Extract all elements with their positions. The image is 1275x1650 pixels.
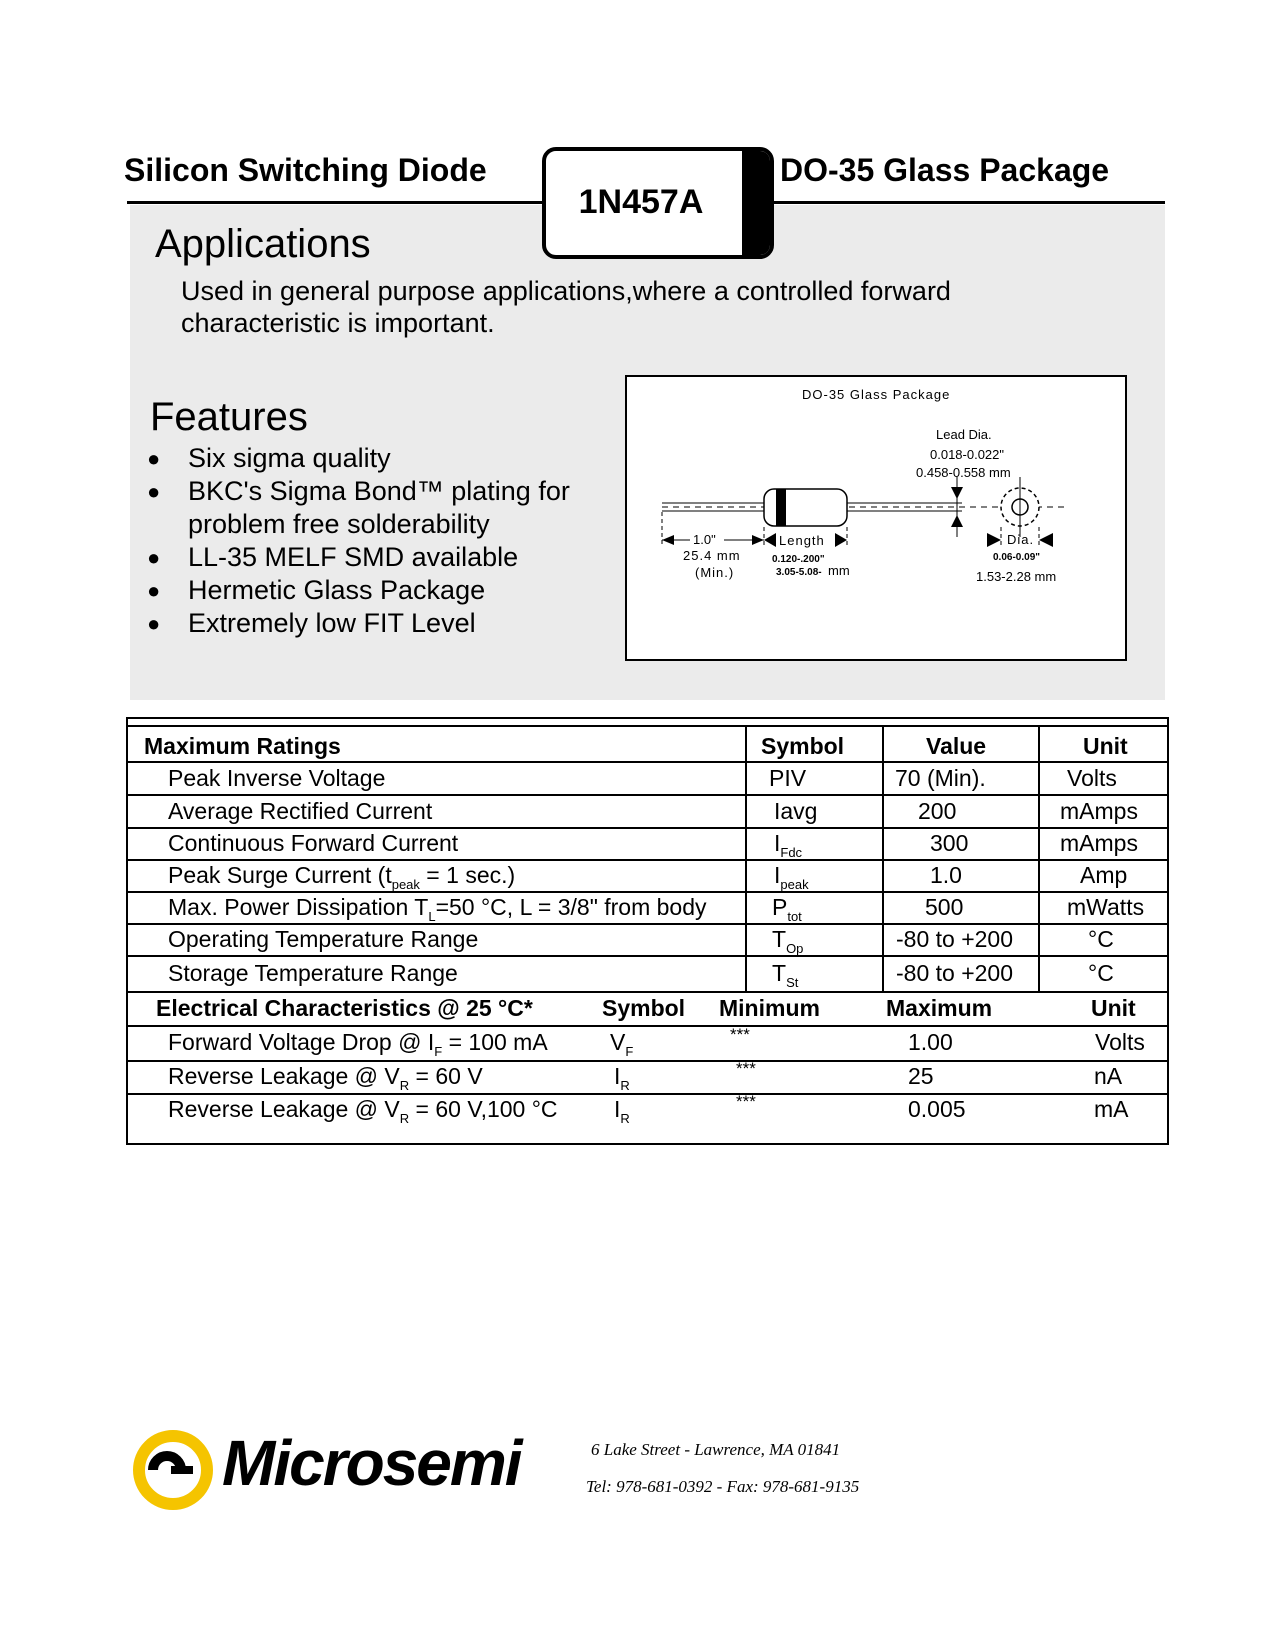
column-header: Maximum <box>886 995 993 1021</box>
lead-length-mm: 25.4 mm <box>683 548 741 563</box>
parameter-symbol <box>772 926 803 956</box>
name-subscript: F <box>434 1044 443 1059</box>
name-subscript: L <box>428 909 436 924</box>
package-outline-svg <box>627 377 1129 663</box>
name-text: Reverse Leakage @ V <box>168 1096 400 1122</box>
name-text: = 1 sec.) <box>419 862 516 888</box>
symbol-main: I <box>774 862 781 888</box>
cathode-band <box>742 151 770 255</box>
parameter-value: -80 to +200 <box>896 926 1014 952</box>
parameter-unit: °C <box>1088 960 1114 986</box>
body-length-mm: 3.05-5.08- <box>776 567 822 578</box>
parameter-name <box>168 894 707 924</box>
column-header: Symbol <box>761 733 845 759</box>
parameter-unit: °C <box>1088 926 1114 952</box>
name-text: = 100 mA <box>442 1029 548 1055</box>
name-subscript: R <box>399 1111 410 1126</box>
parameter-unit: mWatts <box>1067 894 1145 920</box>
parameter-unit: Volts <box>1067 765 1117 791</box>
parameter-value: 200 <box>918 798 957 824</box>
column-header: Minimum <box>719 995 820 1021</box>
row-divider <box>128 1025 1167 1027</box>
parameter-value: 500 <box>925 894 964 920</box>
ratings-table <box>126 717 1169 1145</box>
row-divider <box>128 991 1167 993</box>
column-header: Maximum Ratings <box>144 733 341 759</box>
symbol-main: P <box>772 894 788 920</box>
parameter-name: Continuous Forward Current <box>168 830 459 856</box>
parameter-symbol <box>614 1063 630 1093</box>
parameter-symbol <box>774 862 809 892</box>
package-title: DO-35 Glass Package <box>780 152 1110 188</box>
dia-mm: 1.53-2.28 mm <box>976 569 1057 584</box>
column-header: Symbol <box>602 995 686 1021</box>
dim-arrow <box>752 535 764 545</box>
row-divider <box>128 1093 1167 1095</box>
dia-inch: 0.06-0.09" <box>993 552 1040 563</box>
symbol-subscript: Fdc <box>780 845 803 860</box>
parameter-value: 70 (Min). <box>895 765 986 791</box>
parameter-value: -80 to +200 <box>896 960 1014 986</box>
parameter-symbol <box>772 894 802 924</box>
row-divider <box>128 1060 1167 1062</box>
company-phone: Tel: 978-681-0392 - Fax: 978-681-9135 <box>586 1477 860 1496</box>
name-text: Peak Surge Current (t <box>168 862 392 888</box>
parameter-symbol <box>610 1029 633 1059</box>
dim-arrow <box>764 533 776 547</box>
features-heading: Features <box>150 395 308 439</box>
row-divider <box>128 794 1167 796</box>
applications-text: Used in general purpose applications,where a controlled forward characteristic is important. <box>181 276 951 338</box>
column-header: Electrical Characteristics @ 25 °C* <box>156 995 533 1021</box>
name-text: Max. Power Dissipation T <box>168 894 429 920</box>
drawing-title: DO-35 Glass Package <box>802 387 951 402</box>
column-header: Unit <box>1091 995 1136 1021</box>
feature-item: ● Extremely low FIT Level <box>140 607 608 640</box>
symbol-subscript: St <box>786 975 799 990</box>
symbol-subscript: F <box>625 1044 634 1059</box>
parameter-unit: mA <box>1094 1096 1129 1122</box>
part-number: 1N457A <box>578 183 704 221</box>
lead-length-inch: 1.0" <box>693 532 716 547</box>
parameter-name: Average Rectified Current <box>168 798 433 824</box>
company-logo <box>133 1430 213 1515</box>
lead-dia-inch: 0.018-0.022" <box>930 447 1005 462</box>
parameter-value: 1.0 <box>930 862 962 888</box>
parameter-name: Peak Inverse Voltage <box>168 765 386 791</box>
parameter-name <box>168 1096 558 1126</box>
symbol-main: T <box>772 960 787 986</box>
parameter-name <box>168 1063 483 1093</box>
symbol-subscript: tot <box>787 909 802 924</box>
name-text: Reverse Leakage @ V <box>168 1063 400 1089</box>
name-text: = 60 V,100 °C <box>409 1096 558 1122</box>
logo-mark-icon <box>133 1430 213 1510</box>
row-divider <box>128 761 1167 763</box>
name-text: =50 °C, L = 3/8" from body <box>435 894 707 920</box>
dim-arrow <box>835 533 847 547</box>
parameter-max: 25 <box>908 1063 934 1089</box>
symbol-main: T <box>772 926 787 952</box>
applications-heading: Applications <box>155 222 371 266</box>
row-divider <box>128 827 1167 829</box>
dim-arrow <box>987 533 1001 547</box>
parameter-symbol <box>614 1096 630 1126</box>
name-subscript: R <box>399 1078 410 1093</box>
symbol-main: I <box>614 1063 621 1089</box>
parameter-name: Operating Temperature Range <box>168 926 479 952</box>
part-number-badge <box>542 147 774 259</box>
feature-item: ● BKC's Sigma Bond™ plating for problem free solderability <box>140 475 608 541</box>
lead-dia-label: Lead Dia. <box>936 427 992 442</box>
parameter-min: *** <box>736 1059 756 1078</box>
row-divider <box>128 955 1167 957</box>
features-list <box>140 442 608 640</box>
body-length-label: Length <box>779 533 825 548</box>
name-subscript: peak <box>391 877 420 892</box>
parameter-unit: Volts <box>1095 1029 1145 1055</box>
company-wordmark: Microsemi <box>222 1427 521 1499</box>
parameter-min: *** <box>730 1025 750 1044</box>
parameter-min: *** <box>736 1092 756 1111</box>
parameter-name <box>168 862 515 892</box>
logo-bar <box>171 1466 193 1474</box>
body-length-mm-unit: mm <box>828 563 850 578</box>
parameter-unit: Amp <box>1080 862 1128 888</box>
lead-dia-mm: 0.458-0.558 mm <box>916 465 1011 480</box>
feature-item: ● Hermetic Glass Package <box>140 574 608 607</box>
lead-length-min: (Min.) <box>695 565 735 580</box>
parameter-symbol: PIV <box>769 765 807 791</box>
symbol-main: I <box>614 1096 621 1122</box>
dim-arrow <box>1039 533 1053 547</box>
parameter-symbol: Iavg <box>774 798 818 824</box>
symbol-subscript: R <box>620 1078 630 1093</box>
feature-item: ● Six sigma quality <box>140 442 608 475</box>
dim-arrow <box>662 535 674 545</box>
company-address: 6 Lake Street - Lawrence, MA 01841 <box>591 1440 841 1459</box>
parameter-unit: mAmps <box>1060 830 1138 856</box>
column-header: Unit <box>1083 733 1128 759</box>
package-drawing <box>625 375 1127 661</box>
feature-item: ● LL-35 MELF SMD available <box>140 541 608 574</box>
product-type-title: Silicon Switching Diode <box>124 152 487 188</box>
symbol-main: I <box>774 830 781 856</box>
symbol-subscript: Op <box>786 941 804 956</box>
parameter-symbol <box>772 960 798 990</box>
symbol-subscript: R <box>620 1111 630 1126</box>
parameter-name <box>168 1029 548 1059</box>
parameter-value: 300 <box>930 830 969 856</box>
name-text: Forward Voltage Drop @ I <box>168 1029 435 1055</box>
body-length-inch: 0.120-.200" <box>772 554 825 565</box>
diode-band <box>776 489 786 526</box>
row-divider <box>128 859 1167 861</box>
symbol-subscript: peak <box>780 877 809 892</box>
parameter-max: 0.005 <box>908 1096 966 1122</box>
column-header: Value <box>926 733 987 759</box>
parameter-unit: nA <box>1094 1063 1123 1089</box>
parameter-symbol <box>774 830 802 860</box>
name-text: = 60 V <box>409 1063 483 1089</box>
dia-label: Dia. <box>1007 532 1035 547</box>
symbol-main: V <box>610 1029 626 1055</box>
parameter-max: 1.00 <box>908 1029 953 1055</box>
parameter-name: Storage Temperature Range <box>168 960 458 986</box>
parameter-unit: mAmps <box>1060 798 1138 824</box>
